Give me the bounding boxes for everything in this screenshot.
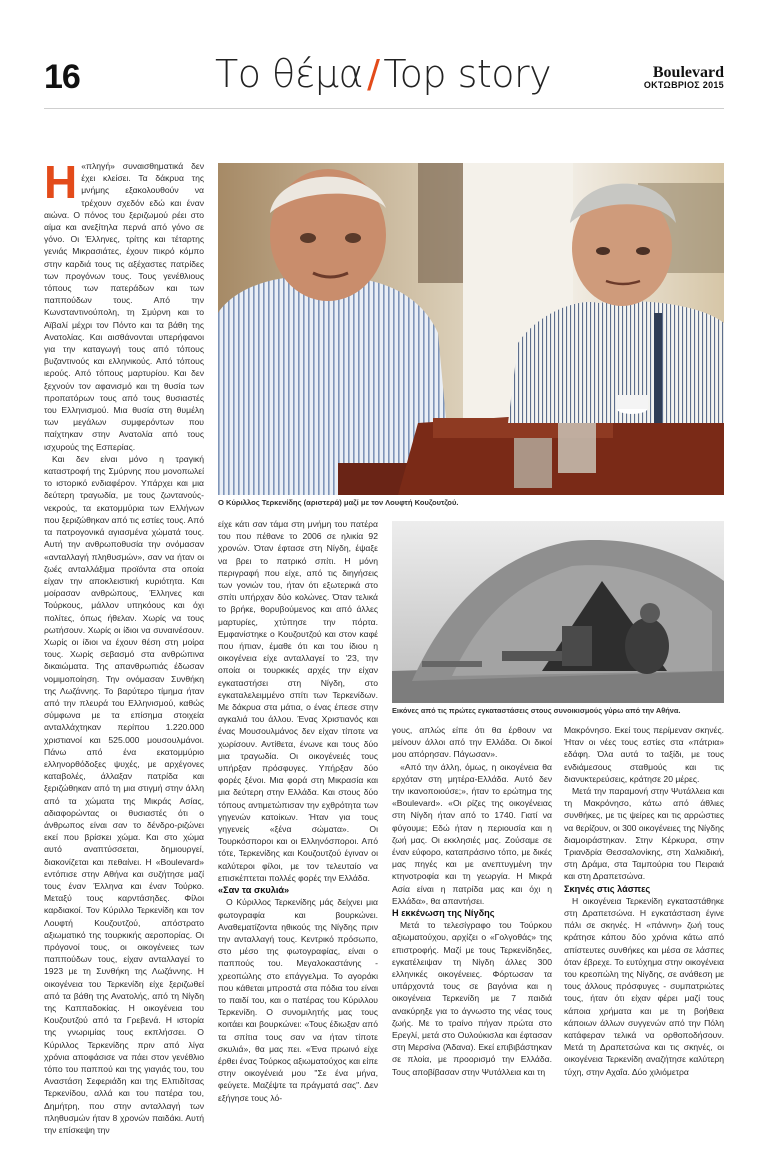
article-paragraph: Μετά το τελεσίγραφο του Τούρκου αξιωματούχου, αρχίζει ο «Γολγοθάς» της επιστροφής. Μαζί με τους Τερκενίδηδες, εγκατέλειψαν τη Νίγδη άλλες 300 ελληνικές οικογένειες. Φόρτωσαν τα υπάρχοντά τους σε βαγόνια και η οικογένεια Τερκενίδη με 7 παιδιά ανακύρηξε για το άγνωστο της νέας τους ζωής. Με το τραίνο πήγαν πρώτα στο Ερεγλί, μετά στο Ουλούκισλα και έφτασαν στη Μερσίνα (Άδανα). Εκεί επιβιβάστηκαν σε πλοία, με προορισμό την Ελλάδα. Τους αποβίβασαν στην Ψυτάλλεια και τη bbox=[392, 920, 552, 1077]
photo-caption: Ο Κύριλλος Τερκενίδης (αριστερά) μαζί με τον Λουφτή Κουζουτζού. bbox=[218, 498, 459, 507]
drop-cap: Η bbox=[44, 156, 78, 208]
paragraph-text: «πληγή» συναισθηματικά δεν έχει κλείσει. Τα δάκρυα της μνήμης εξακολουθούν να τρέχουν σχεδόν εδώ και έναν αιώνα. Ο πόνος του ξεριζωμού ρέει στο αίμα και ανεξίτηλα περνά από γόνο σε γόνο. Οι Έλληνες, τρίτης και τέταρτης γενιάς Μικρασιάτες, έχουν πικρό κόμπο στην καρδιά τους τις αξέχαστες πατρίδες των προγόνων τους. Τους γενέθλιους τόπους των πατεράδων και των παππούδων τους. Από την Κωνσταντινούπολη, τη Σμύρνη και το Αϊβαλί μέχρι τον Πόντο και τα βάθη της Ανατολίας. Και αισθάνονται υπερήφανοι για την καταγωγή τους από τόπους βυζαντινούς και ελληνικούς. Από τόπους ιερούς. Από τόπους μαρτυρίου. Και δεν ξεχνούν τον αφανισμό και τη θυσία των προπατόρων τους από τους θυσιαστές του Ελληνισμού. Μια θυσία στη θυμέλη των μεγάλων συμφερόντων που παίχτηκαν στην Ανατολία από τους ισχυρούς της Εσπερίας. bbox=[44, 161, 204, 452]
section-title-english: Top story bbox=[383, 52, 552, 96]
article-column-2 bbox=[218, 518, 378, 1130]
brand-name: Boulevard bbox=[652, 64, 724, 81]
photo-refugee-tent bbox=[392, 521, 724, 703]
article-paragraph: Και δεν είναι μόνο η τραγική καταστροφή της Σμύρνης που μονοπωλεί το ιστορικό ενδιαφέρον. Υπάρχει και μια δεύτερη τραγωδία, με τους ζωντανούς-νεκρούς, τα εκατομμύρια των Ελλήνων που ξεριζώθηκαν από τις εστίες τους. Από τα πατρογονικά αγιασμένα χώματά τους. Αυτή την ανθρωποθυσία την ονόμασαν «ανταλλαγή πληθυσμών», σαν να ήταν οι ζωές ανταλλάξιμα προϊόντα στα οποία είχαν την αποκλειστική κυριότητα. Και μοίρασαν ανθρώπους, Έλληνες και Τούρκους, μάλλον υπηκόους και όχι πολίτες, όπως ήθελαν. Χωρίς να τους ρωτήσουν. Χωρίς οι ίδιοι να συναινέσουν. Χωρίς οι ίδιοι να έχουν θέση στη μοίρα τους. Χωρίς σεβασμό στα ανθρώπινα δικαιώματα. Της απανθρωπιάς έδωσαν νομιμοποίηση. Την ονόμασαν Συνθήκη της Λωζάννης. Το βαρύτερο τίμημα ήταν από την πλευρά του Ελληνισμού, καθώς σύμφωνα με τα επίσημα στοιχεία ανταλλάχτηκαν περίπου 1.220.000 χριστιανοί και 525.000 μουσουλμάνοι. Πάνω από ένα εκατομμύριο ελληνορθόδοξες ψυχές, με αρχέγονες καταβολές, άλλαξαν πατρίδα και ξεριζώθηκαν από τη μια στιγμή στην άλλη από τα χώματα της Μικράς Ασίας, αδιαφορώντας οι θυσιαστές ότι ο άνθρωπος είναι σαν το δένδρο-ριζώνει εκεί που βρίσκει χώμα. Και στο χώμα αυτό αναπτύσσεται, δημιουργεί, διακονίζεται και πεθαίνει. Η «Boulevard» εντόπισε στην Αθήνα και συζήτησε μαζί τους έναν Έλληνα και έναν Τούρκο. Μεταξύ τους καρντάσηδες. Φίλοι καρδιακοί. Τον Κύριλλο Τερκενίδη και τον Λουφτή Κουζουτζού, απόστρατο αξιωματικό της τουρκικής αεροπορίας. Οι πρόγονοί τους, οι οικογένειες των παππούδων τους, είχαν ανταλλαγεί το 1923 με τη Συνθήκη της Λωζάννης. Η οικογένεια του Τερκενίδη είχε ξεριζωθεί από τα βάθη της Ανατολής, από τη Νίγδη της Καππαδοκίας. Η οικογένεια του Κουζουτζού από τα Γρεβενά. Η ιστορία της γνωριμίας τους εκπλήσσει. Ο Κύριλλος Τερκενίδης πριν από λίγα χρόνια αποφάσισε να πάει στον γενέθλιο τόπο του παππού και της γιαγιάς του, του Αναστάση Σεφεριάδη και της Ελπιδίτσας Τερκενίδου, αλλά και του πατέρα του, Δημήτρη, που στην ανταλλαγή των πληθυσμών ήταν 8 χρονών παιδάκι. Αυτή την επίσκεψη την bbox=[44, 453, 204, 1136]
photo-illustration bbox=[392, 521, 724, 703]
article-paragraph: γους, απλώς είπε ότι θα έρθουν να μείνουν άλλοι από την Ελλάδα. Οι δικοί μου απόρησαν. Πάγωσαν». bbox=[392, 725, 552, 760]
photo-caption: Εικόνες από τις πρώτες εγκαταστάσεις στους συνοικισμούς γύρω από την Αθήνα. bbox=[392, 706, 681, 715]
article-paragraph bbox=[44, 156, 204, 453]
article-subheading: Σκηνές στις λάσπες bbox=[564, 883, 651, 894]
article-paragraph: Η οικογένεια Τερκενίδη εγκαταστάθηκε στη Δραπετσώνα. Η εγκατάσταση έγινε πάλι σε σκηνές. Η «πάνινη» ζωή τους κράτησε κάπου δύο χρόνια κάτω από απίστευτες συνθήκες και μέσα σε λάσπες όταν έβρεχε. Το ευτύχημα στην οικογένεια του κρεοπώλη της Νίγδης, σε ανάθεση με τους άλλους πρόσφυγες - συμπατριώτες τους, ήταν ότι είχαν φέρει μαζί τους κάποια χρήματα και με τη βοήθεια κάποιων άλλων συγγενών από την Πόλη κατάφεραν τελικά να ορθοποδήσουν. Μετά τη Δραπετσώνα και τις σκηνές, οι οικογένεια Τερκενίδη αναζήτησε καλύτερη τύχη, στην Αχαΐα. Δύο χιλιόμετρα bbox=[564, 895, 724, 1077]
section-title-separator: / bbox=[367, 52, 380, 96]
header-divider bbox=[44, 108, 724, 109]
article-paragraph: Μετά την παραμονή στην Ψυτάλλεια και τη Μακρόνησο, κάτω από άθλιες συνθήκες, με τις ψείρες και τις αρρώστιες να θερίζουν, οι 300 οικογένειες της Νίγδης διαμοιράστηκαν. Στην Κέρκυρα, στην Τριανδρία Θεσσαλονίκης, στη Χαλκιδική, στη Δράμα, στα Ταμπούρια του Πειραιά και στη Δραπετσώνα. bbox=[564, 786, 724, 882]
article-paragraph: «Από την άλλη, όμως, η οικογένεια θα ερχόταν στη μητέρα-Ελλάδα. Αυτό δεν την ικανοποιούσε;», ήταν το ερώτημα της «Boulevard». «Οι ρίζες της οικογένειας στη Νίγδη ήταν από το 1740. Γιατί να φύγουμε; Εδώ ήταν η περιουσία και η ζωή μας. Οι εκκλησιές μας. Ζούσαμε σε έναν εύφορο, καταπράσινο τόπο, με δικές μας πηγές και με ανεπτυγμένη την κτηνοτροφία και τη γεωργία. Η Μικρά Ασία είναι η πατρίδα μας και όχι η Ελλάδα», θα απαντήσει. bbox=[392, 761, 552, 906]
article-column-3 bbox=[392, 724, 552, 1130]
article-column-1 bbox=[44, 156, 204, 1136]
article-paragraph: είχε κάτι σαν τάμα στη μνήμη του πατέρα του που πέθανε το 2006 σε ηλικία 92 χρονών. Όταν έφτασε στη Νίγδη, έψαξε να βρει το πατρικό σπίτι. Η μόνη περιγραφή που είχε, από τις διηγήσεις των γονιών του, ήταν ότι εξωτερικά στο σπίτι υπήρχαν δύο κολώνες. Όταν τελικά το βρήκε, θορυβούμενος και από άλλες μαρτυρίες, χτύπησε την πόρτα. Εμφανίστηκε ο Κουζουτζού και στον καφέ που ήπιαν, έμαθε ότι και του ίδιου η οικογένεια είχε ανταλλαγεί το '23, την οποία οι τουρκικές αρχές την είχαν εγκαταστήσει στη Νίγδη, στο εγκαταλελειμμένο σπίτι των Τερκενίδων. Με δάκρυα στα μάτια, ο ένας έπεσε στην αγκαλιά του άλλου. Ένας Χριστιανός και ένας Μουσουλμάνος δεν είχαν τίποτε να χωρίσουν. Αντίθετα, ένωνε και τους δύο μια τραγωδία. Οι οικογένειές τους υπήρξαν πρόσφυγες. Υπήρξαν δύο φορές ξένοι. Μια φορά στη Μικρασία και μια δεύτερη στην Ελλάδα. Και στους δύο τόπους αντιμετώπισαν την εχθρότητα των γηγενών κατοίκων. Ήταν για τους γηγενείς «ξένα σώματα». Οι Τουρκόσποροι και οι Ελληνόσποροι. Από τότε, Τερκενίδης και Κουζουτζού έγιναν οι καλύτεροι φίλοι, με τον τελευταίο να επισκέπτεται πολλές φορές την Ελλάδα. bbox=[218, 519, 378, 883]
page-number: 16 bbox=[44, 58, 80, 96]
magazine-brand bbox=[644, 66, 724, 90]
article-subheading: «Σαν τα σκυλιά» bbox=[218, 885, 290, 896]
article-paragraph: Ο Κύριλλος Τερκενίδης μάς δείχνει μια φωτογραφία και βουρκώνει. Αναθεματίζοντα ηθικούς της Νίγδης πριν την ανταλλαγή τους. Κεντρικό πρόσωπο, στο μέσο της φωτογραφίας, είναι ο παππούς του. Μεγαλοκαστάνης - χρεοπώλης στο επάγγελμα. Το αγοράκι που κάθεται μπροστά στα πόδια του είναι το παιδί του, και ο πατέρας του Κύριλλου Τερκενίδη. Ο συνομιλητής μας τους κοιτάει και βουρκώνει: «Τους έδιωξαν από τα σπίτια τους σαν να ήταν τίποτε σκυλιά», θα μας πει. «Ένα πρωινό είχε έρθει ένας Τούρκος αξιωματούχος και είπε στην οικογένειά μου "Σε ένα μήνα, φεύγετε. Μαζέψτε τα πράγματά σας". Δεν εξήγησε τους λό- bbox=[218, 897, 378, 1103]
article-subheading: Η εκκένωση της Νίγδης bbox=[392, 908, 495, 919]
article-paragraph: Μακρόνησο. Εκεί τους περίμεναν σκηνές. Ήταν οι νέες τους εστίες στα «πάτρια» εδάφη. Όλα αυτά το ταξίδι, με τους ενδιάμεσους σταθμούς και τις διανυκτερεύσεις, κράτησε 20 μέρες. bbox=[564, 725, 724, 784]
section-title bbox=[215, 52, 551, 96]
section-title-greek: Το θέμα bbox=[215, 52, 364, 96]
photo-illustration bbox=[218, 163, 724, 495]
article-column-4 bbox=[564, 724, 724, 1130]
page-header bbox=[0, 0, 768, 110]
issue-date: ΟΚΤΩΒΡΙΟΣ 2015 bbox=[643, 80, 724, 90]
photo-men-at-cafe bbox=[218, 163, 724, 495]
